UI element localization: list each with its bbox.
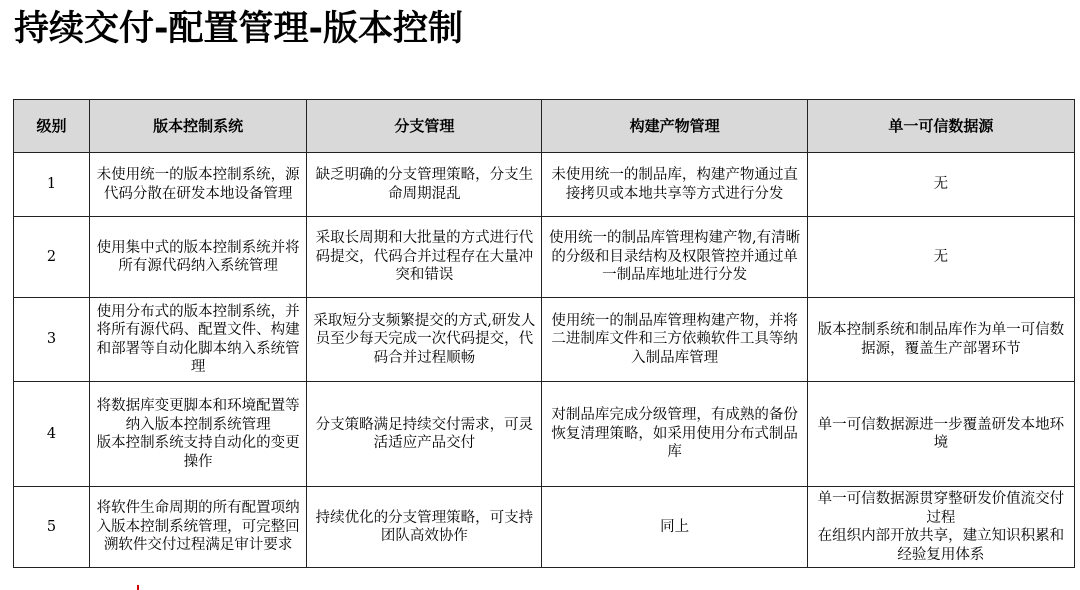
table-header-row <box>14 100 1075 153</box>
artifact-cell: 对制品库完成分级管理，有成熟的备份恢复清理策略，如采用使用分布式制品库 <box>542 382 807 487</box>
vcs-cell: 未使用统一的版本控制系统，源代码分散在研发本地设备管理 <box>90 153 307 217</box>
vcs-cell: 将软件生命周期的所有配置项纳入版本控制系统管理，可完整回溯软件交付过程满足审计要求 <box>90 487 307 568</box>
artifact-cell: 使用统一的制品库管理构建产物，并将二进制库文件和三方依赖软件工具等纳入制品库管理 <box>542 298 807 382</box>
branch-cell: 缺乏明确的分支管理策略，分支生命周期混乱 <box>307 153 542 217</box>
artifact-cell: 使用统一的制品库管理构建产物,有清晰的分级和目录结构及权限管控并通过单一制品库地址进行分发 <box>542 217 807 298</box>
level-cell: 4 <box>14 382 90 487</box>
header-level: 级别 <box>14 100 90 153</box>
vcs-cell: 将数据库变更脚本和环境配置等纳入版本控制系统管理 版本控制系统支持自动化的变更操作 <box>90 382 307 487</box>
branch-cell: 采取短分支频繁提交的方式,研发人员至少每天完成一次代码提交，代码合并过程顺畅 <box>307 298 542 382</box>
red-marker <box>137 585 139 590</box>
source-cell: 单一可信数据源贯穿整研发价值流交付过程 在组织内部开放共享，建立知识积累和经验复用体系 <box>807 487 1074 568</box>
branch-cell: 分支策略满足持续交付需求，可灵活适应产品交付 <box>307 382 542 487</box>
level-cell: 2 <box>14 217 90 298</box>
source-cell: 无 <box>807 217 1074 298</box>
source-cell: 无 <box>807 153 1074 217</box>
branch-cell: 持续优化的分支管理策略，可支持团队高效协作 <box>307 487 542 568</box>
header-artifact: 构建产物管理 <box>542 100 807 153</box>
table-row <box>14 153 1075 217</box>
header-branch: 分支管理 <box>307 100 542 153</box>
level-cell: 5 <box>14 487 90 568</box>
source-cell: 单一可信数据源进一步覆盖研发本地环境 <box>807 382 1074 487</box>
header-source: 单一可信数据源 <box>807 100 1074 153</box>
source-cell: 版本控制系统和制品库作为单一可信数据源，覆盖生产部署环节 <box>807 298 1074 382</box>
page-title: 持续交付-配置管理-版本控制 <box>14 9 464 49</box>
branch-cell: 采取长周期和大批量的方式进行代码提交，代码合并过程存在大量冲突和错误 <box>307 217 542 298</box>
header-vcs: 版本控制系统 <box>90 100 307 153</box>
level-cell: 3 <box>14 298 90 382</box>
table-row <box>14 487 1075 568</box>
artifact-cell: 同上 <box>542 487 807 568</box>
table-row <box>14 217 1075 298</box>
artifact-cell: 未使用统一的制品库，构建产物通过直接拷贝或本地共享等方式进行分发 <box>542 153 807 217</box>
level-cell: 1 <box>14 153 90 217</box>
vcs-cell: 使用分布式的版本控制系统，并将所有源代码、配置文件、构建和部署等自动化脚本纳入系统管理 <box>90 298 307 382</box>
table-row <box>14 298 1075 382</box>
vcs-cell: 使用集中式的版本控制系统并将所有源代码纳入系统管理 <box>90 217 307 298</box>
maturity-table <box>13 99 1075 568</box>
table-row <box>14 382 1075 487</box>
